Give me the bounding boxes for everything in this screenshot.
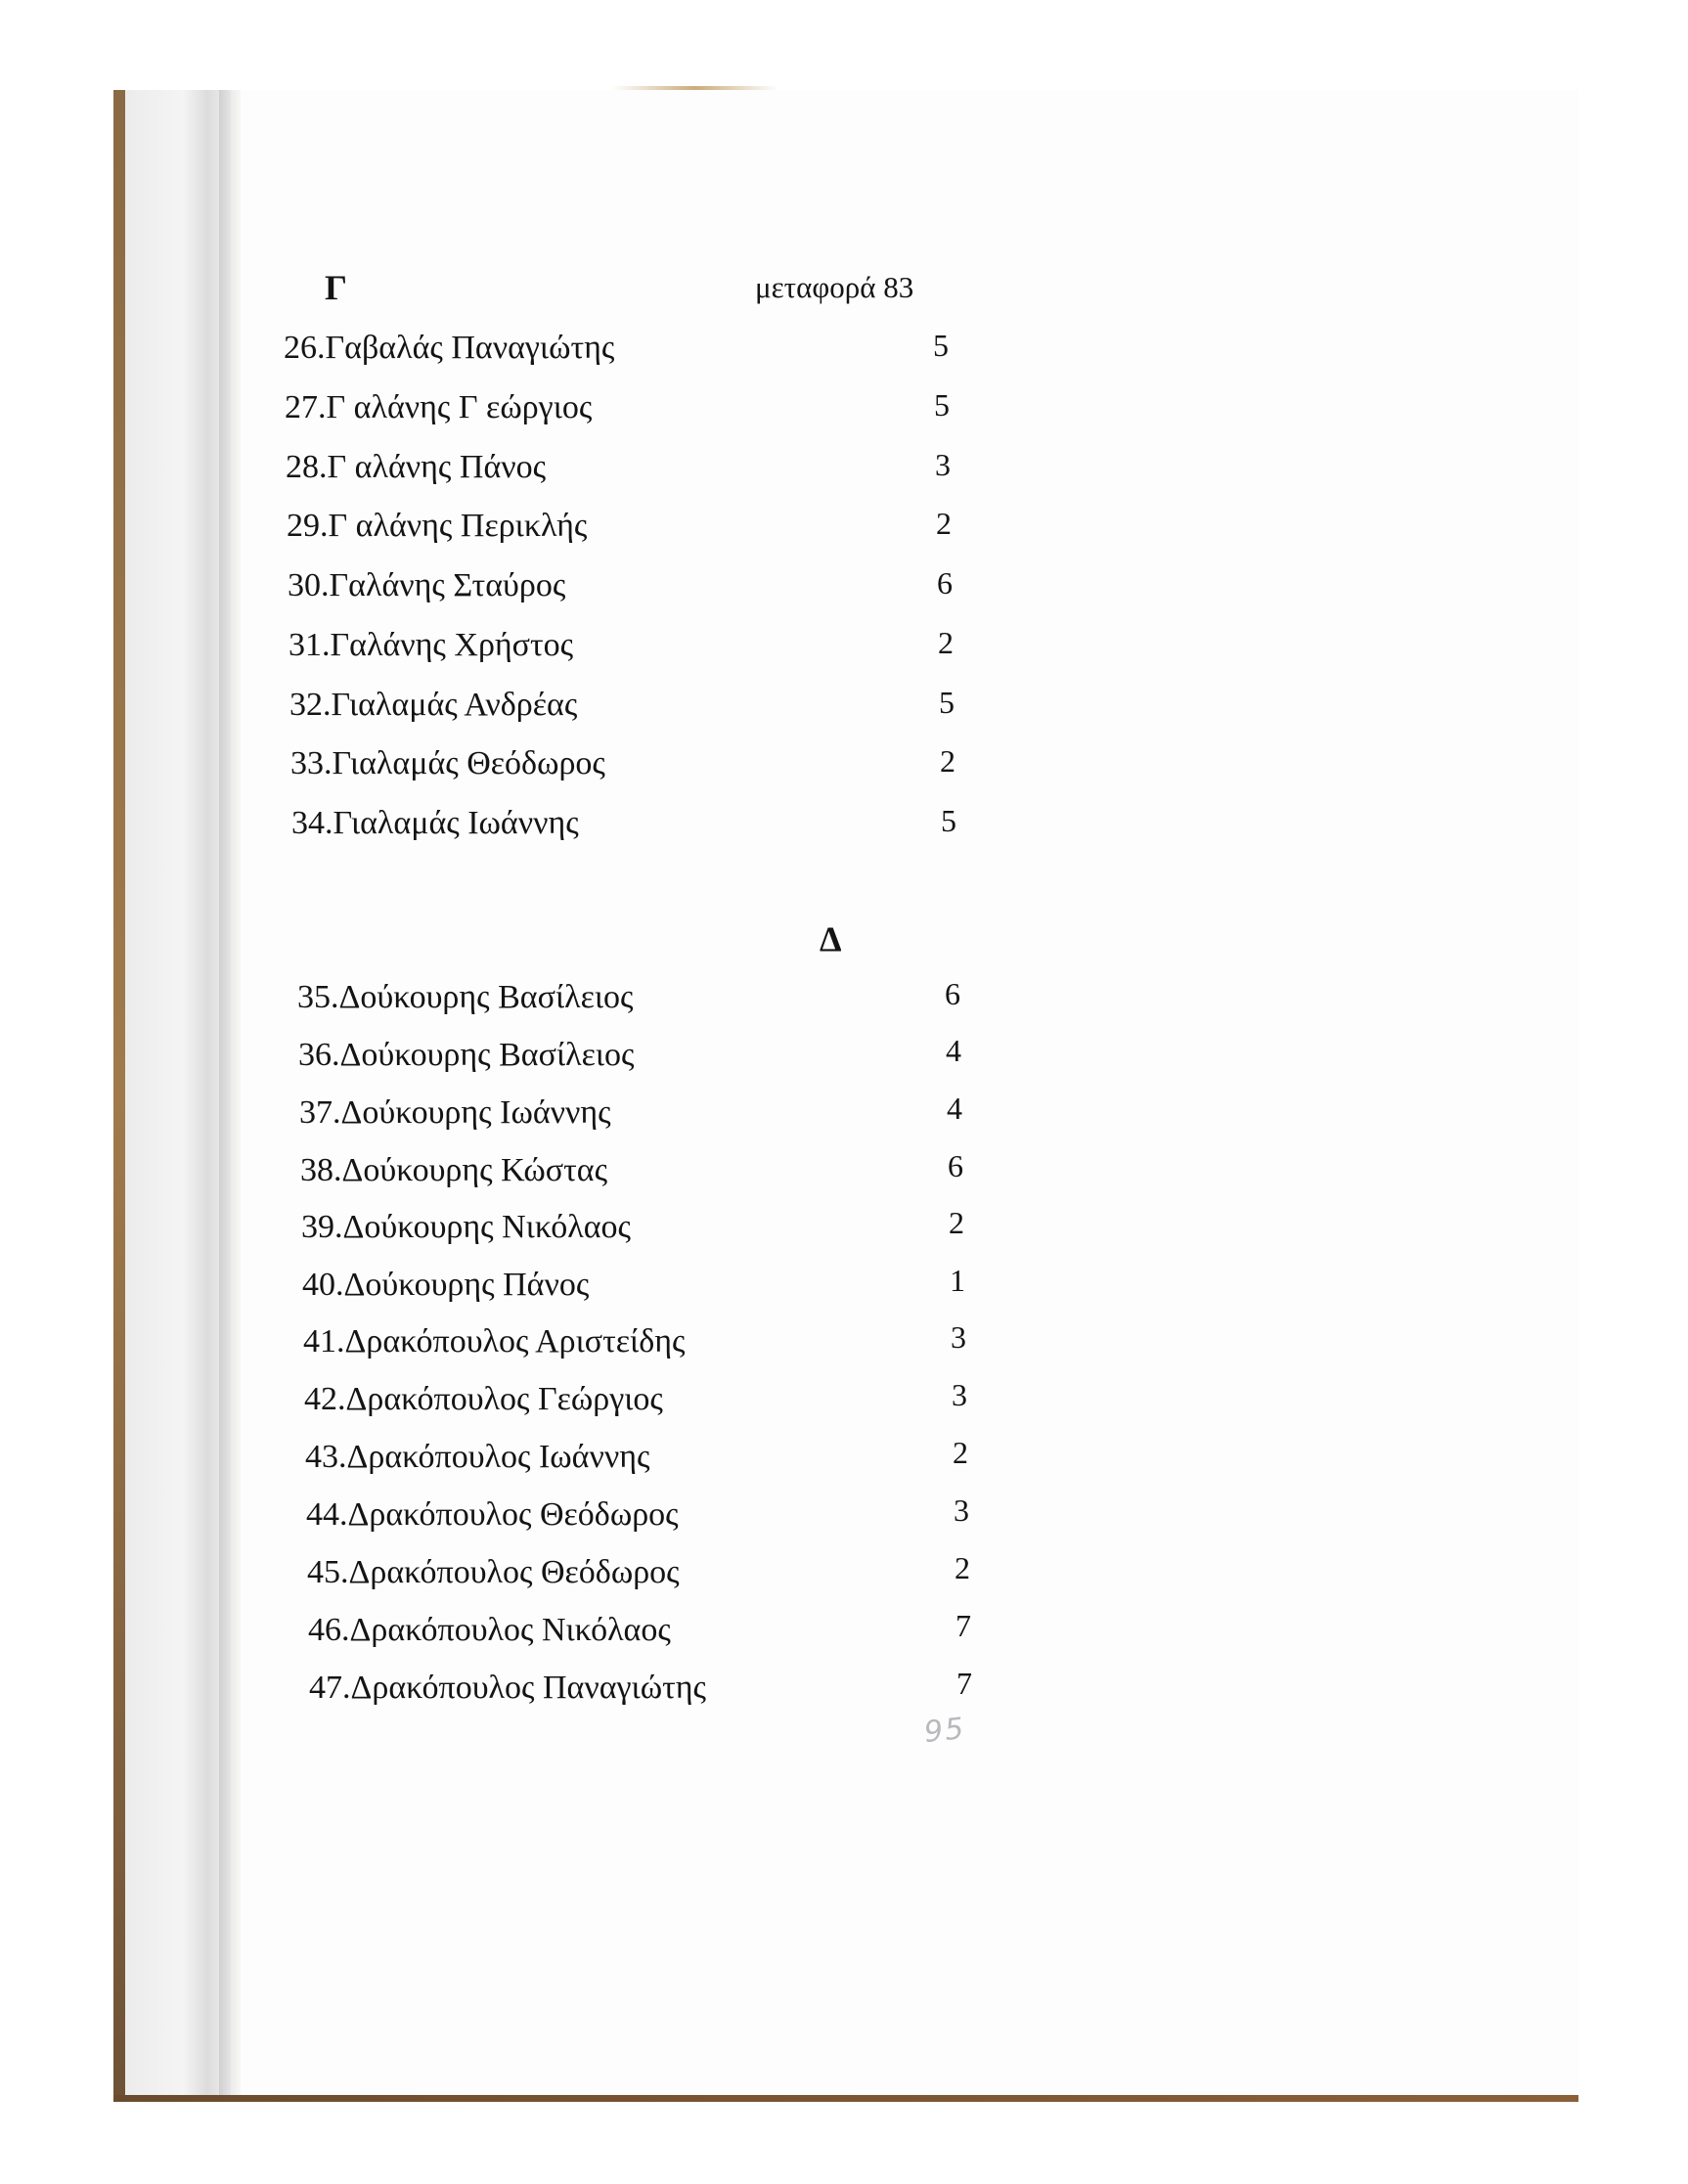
list-entry-46: 46.Δρακόπουλος Νικόλαος — [308, 1612, 671, 1648]
handwritten-page-number: 95 — [922, 1711, 967, 1751]
entry-count-30: 6 — [937, 565, 953, 601]
entry-count-36: 4 — [946, 1033, 961, 1068]
list-entry-33: 33.Γιαλαμάς Θεόδωρος — [290, 745, 605, 781]
paper-stain — [612, 86, 778, 90]
section-letter-delta: Δ — [820, 919, 842, 958]
table-edge-left — [113, 90, 125, 2102]
entry-count-45: 2 — [955, 1550, 970, 1585]
entry-count-40: 1 — [950, 1263, 965, 1298]
list-entry-36: 36.Δούκουρης Βασίλειος — [298, 1037, 635, 1073]
entry-count-34: 5 — [941, 803, 956, 838]
entry-count-33: 2 — [940, 743, 955, 779]
entry-count-38: 6 — [948, 1148, 963, 1183]
list-entry-28: 28.Γ αλάνης Πάνος — [286, 449, 547, 485]
entry-count-44: 3 — [954, 1493, 969, 1528]
list-entry-47: 47.Δρακόπουλος Παναγιώτης — [309, 1670, 706, 1706]
list-entry-31: 31.Γαλάνης Χρήστος — [289, 627, 574, 663]
entry-count-31: 2 — [938, 625, 954, 660]
entry-count-47: 7 — [956, 1666, 972, 1701]
list-entry-39: 39.Δούκουρης Νικόλαος — [301, 1209, 631, 1245]
entry-count-35: 6 — [945, 976, 960, 1011]
list-entry-43: 43.Δρακόπουλος Ιωάννης — [305, 1439, 650, 1475]
entry-count-39: 2 — [949, 1205, 964, 1240]
entry-count-41: 3 — [951, 1319, 966, 1355]
list-entry-35: 35.Δούκουρης Βασίλειος — [297, 979, 634, 1015]
list-entry-34: 34.Γιαλαμάς Ιωάννης — [291, 805, 579, 841]
list-entry-37: 37.Δούκουρης Ιωάννης — [299, 1094, 611, 1131]
carryover-total: μεταφορά 83 — [755, 270, 914, 304]
binding-spine — [125, 90, 231, 2095]
list-entry-32: 32.Γιαλαμάς Ανδρέας — [289, 687, 578, 723]
list-entry-41: 41.Δρακόπουλος Αριστείδης — [303, 1323, 686, 1359]
list-entry-42: 42.Δρακόπουλος Γεώργιος — [304, 1381, 663, 1417]
entry-count-28: 3 — [935, 447, 951, 482]
entry-count-43: 2 — [953, 1435, 968, 1470]
list-entry-45: 45.Δρακόπουλος Θεόδωρος — [307, 1554, 680, 1590]
list-entry-30: 30.Γαλάνης Σταύρος — [288, 567, 566, 603]
entry-count-26: 5 — [933, 328, 949, 363]
section-letter-gamma: Γ — [325, 268, 347, 307]
entry-count-32: 5 — [939, 685, 955, 720]
entry-count-37: 4 — [947, 1091, 962, 1126]
list-entry-29: 29.Γ αλάνης Περικλής — [287, 508, 588, 544]
list-entry-27: 27.Γ αλάνης Γ εώργιος — [285, 389, 593, 425]
list-entry-40: 40.Δούκουρης Πάνος — [302, 1267, 590, 1303]
entry-count-46: 7 — [955, 1608, 971, 1643]
entry-count-42: 3 — [952, 1377, 967, 1412]
list-entry-26: 26.Γαβαλάς Παναγιώτης — [284, 330, 615, 366]
entry-count-29: 2 — [936, 506, 952, 541]
entry-count-27: 5 — [934, 387, 950, 423]
list-entry-38: 38.Δούκουρης Κώστας — [300, 1152, 608, 1188]
binding-shadow — [219, 90, 241, 2095]
table-edge-bottom — [113, 2095, 1578, 2102]
list-entry-44: 44.Δρακόπουλος Θεόδωρος — [306, 1496, 679, 1533]
